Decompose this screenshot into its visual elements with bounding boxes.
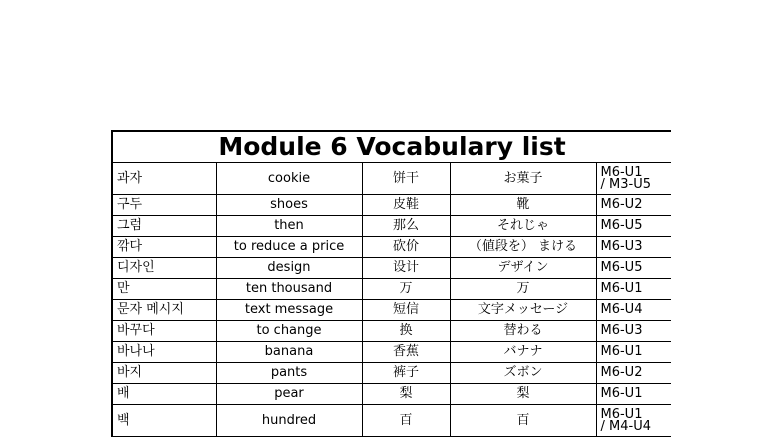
english-meaning-cell: to reduce a price [216, 237, 362, 258]
english-meaning-cell: shoes [216, 195, 362, 216]
table-row [112, 363, 671, 384]
chinese-meaning-cell: 砍价 [362, 237, 450, 258]
japanese-meaning-cell: ズボン [450, 363, 596, 384]
chinese-meaning-cell: 换 [362, 321, 450, 342]
english-meaning-cell: ten thousand [216, 279, 362, 300]
unit-reference-cell: M6-U3 [596, 321, 671, 342]
unit-reference-cell: M6-U1 [596, 384, 671, 405]
unit-reference-cell: M6-U5 [596, 216, 671, 237]
korean-word-cell: 바꾸다 [112, 321, 216, 342]
table-row [112, 342, 671, 363]
unit-reference-cell: M6-U1 [596, 279, 671, 300]
japanese-meaning-cell: バナナ [450, 342, 596, 363]
english-meaning-cell: pear [216, 384, 362, 405]
japanese-meaning-cell: 百 [450, 405, 596, 437]
vocabulary-rows [112, 163, 671, 437]
unit-reference-cell: M6-U2 [596, 363, 671, 384]
korean-word-cell: 깎다 [112, 237, 216, 258]
table-row [112, 405, 671, 437]
vocabulary-sheet [111, 130, 671, 441]
korean-word-cell: 바지 [112, 363, 216, 384]
table-row [112, 216, 671, 237]
unit-reference-cell: M6-U1 / M4-U4 [596, 405, 671, 437]
japanese-meaning-cell: お菓子 [450, 163, 596, 195]
korean-word-cell: 디자인 [112, 258, 216, 279]
unit-reference-cell: M6-U1 / M3-U5 [596, 163, 671, 195]
japanese-meaning-cell: それじゃ [450, 216, 596, 237]
english-meaning-cell: cookie [216, 163, 362, 195]
english-meaning-cell: text message [216, 300, 362, 321]
japanese-meaning-cell: 万 [450, 279, 596, 300]
table-row [112, 384, 671, 405]
chinese-meaning-cell: 皮鞋 [362, 195, 450, 216]
japanese-meaning-cell: 靴 [450, 195, 596, 216]
korean-word-cell: 배 [112, 384, 216, 405]
chinese-meaning-cell: 百 [362, 405, 450, 437]
unit-reference-cell: M6-U5 [596, 258, 671, 279]
chinese-meaning-cell: 裤子 [362, 363, 450, 384]
japanese-meaning-cell: 替わる [450, 321, 596, 342]
unit-reference-cell: M6-U1 [596, 342, 671, 363]
japanese-meaning-cell: デザイン [450, 258, 596, 279]
english-meaning-cell: hundred [216, 405, 362, 437]
chinese-meaning-cell: 万 [362, 279, 450, 300]
table-row [112, 195, 671, 216]
japanese-meaning-cell: 文字メッセージ [450, 300, 596, 321]
unit-reference-cell: M6-U3 [596, 237, 671, 258]
table-title: Module 6 Vocabulary list [112, 131, 671, 163]
table-row [112, 321, 671, 342]
english-meaning-cell: then [216, 216, 362, 237]
chinese-meaning-cell: 设计 [362, 258, 450, 279]
korean-word-cell: 만 [112, 279, 216, 300]
table-row [112, 300, 671, 321]
table-row [112, 258, 671, 279]
table-row [112, 279, 671, 300]
chinese-meaning-cell: 那么 [362, 216, 450, 237]
english-meaning-cell: pants [216, 363, 362, 384]
korean-word-cell: 그럼 [112, 216, 216, 237]
table-row [112, 237, 671, 258]
english-meaning-cell: banana [216, 342, 362, 363]
korean-word-cell: 바나나 [112, 342, 216, 363]
korean-word-cell: 문자 메시지 [112, 300, 216, 321]
korean-word-cell: 백 [112, 405, 216, 437]
chinese-meaning-cell: 香蕉 [362, 342, 450, 363]
chinese-meaning-cell: 饼干 [362, 163, 450, 195]
japanese-meaning-cell: （値段を） まける [450, 237, 596, 258]
table-row [112, 163, 671, 195]
english-meaning-cell: design [216, 258, 362, 279]
japanese-meaning-cell: 梨 [450, 384, 596, 405]
english-meaning-cell: to change [216, 321, 362, 342]
chinese-meaning-cell: 梨 [362, 384, 450, 405]
unit-reference-cell: M6-U4 [596, 300, 671, 321]
korean-word-cell: 과자 [112, 163, 216, 195]
korean-word-cell: 구두 [112, 195, 216, 216]
vocabulary-table [111, 130, 671, 437]
unit-reference-cell: M6-U2 [596, 195, 671, 216]
chinese-meaning-cell: 短信 [362, 300, 450, 321]
